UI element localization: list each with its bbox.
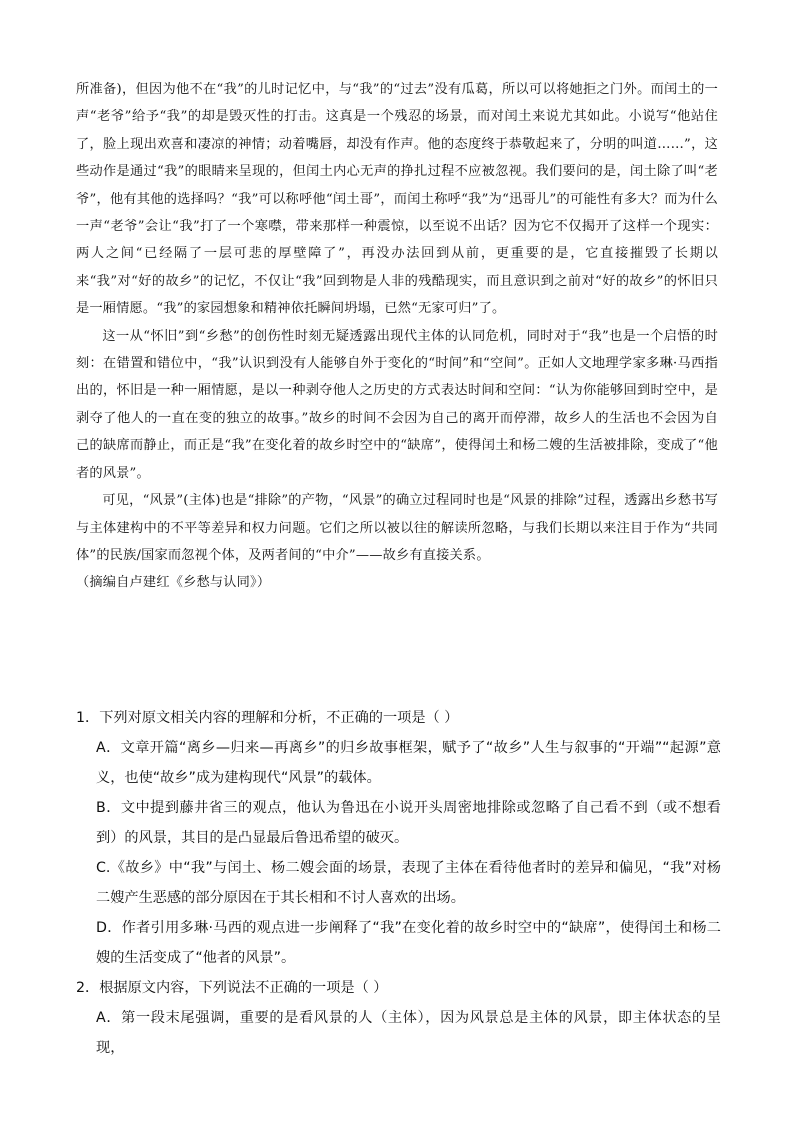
passage-source: （摘编自卢建红《乡愁与认同》） xyxy=(76,575,271,591)
option-b: B．文中提到藤井省三的观点，他认为鲁迅在小说开头周密地排除或忽略了自己看不到（或不想看到）的风景，其目的是凸显最后鲁迅希望的破灭。 xyxy=(96,800,721,846)
passage-paragraph-3: 可见，“风景”(主体)也是“排除”的产物，“风景”的确立过程同时也是“风景的排除”过程，透露出乡愁书写与主体建构中的不平等差异和权力问题。它们之所以被以往的解读所忽略，与我们长期以来注目于作为“共同体”的民族/国家而忽视个体，及两者间的“中介”——故乡有直接关系。 xyxy=(76,493,718,563)
passage-paragraph-1: 所准备)，但因为他不在“我”的儿时记忆中，与“我”的“过去”没有瓜葛，所以可以将她拒之门外。而闰土的一声“老爷”给予“我”的却是毁灭性的打击。这真是一个残忍的场景，而对闰土来说尤其如此。小说写“他站住了，脸上现出欢喜和凄凉的神情；动着嘴唇，却没有作声。他的态度终于恭敬起来了，分明的叫道……”，这些动作是通过“我”的眼睛来呈现的，但闰土内心无声的挣扎过程不应被忽视。我们要问的是，闰土除了叫“老爷”，他有其他的选择吗？“我”可以称呼他“闰土哥”，而闰土称呼“我”为“迅哥儿”的可能性有多大？而为什么一声“老爷”会让“我”打了一个寒噤，带来那样一种震惊，以至说不出话？因为它不仅揭开了这样一个现实：两人之间“已经隔了一层可悲的厚壁障了”，再没办法回到从前，更重要的是，它直接摧毁了长期以来“我”对“好的故乡”的记忆，不仅让“我”回到物是人非的残酷现实，而且意识到之前对“好的故乡”的怀旧只是一厢情愿。“我”的家园想象和精神依托瞬间坍塌，已然“无家可归”了。 xyxy=(76,82,718,317)
reading-passage xyxy=(76,76,718,597)
option-c: C.《故乡》中“我”与闰土、杨二嫂会面的场景，表现了主体在看待他者时的差异和偏见，“我”对杨二嫂产生恶感的部分原因在于其长相和不讨人喜欢的出场。 xyxy=(96,860,721,906)
question-1 xyxy=(76,703,721,973)
question-stem: 1．下列对原文相关内容的理解和分析，不正确的一项是（ ） xyxy=(76,710,459,726)
option-d: D．作者引用多琳·马西的观点进一步阐释了“我”在变化着的故乡时空中的“缺席”，使得闰土和杨二嫂的生活变成了“他者的风景”。 xyxy=(96,920,721,966)
question-stem: 2．根据原文内容，下列说法不正确的一项是（ ） xyxy=(76,980,388,996)
option-a: A．第一段末尾强调，重要的是看风景的人（主体），因为风景总是主体的风景，即主体状态的呈现， xyxy=(96,1010,721,1056)
passage-paragraph-2: 这一从“怀旧”到“乡愁”的创伤性时刻无疑透露出现代主体的认同危机，同时对于“我”也是一个启悟的时刻：在错置和错位中，“我”认识到没有人能够自外于变化的“时间”和“空间”。正如人文地理学家多琳·马西指出的，怀旧是一种一厢情愿，是以一种剥夺他人之历史的方式表达时间和空间：“认为你能够回到时空中，是剥夺了他人的一直在变的独立的故事。”故乡的时间不会因为自己的离开而停滞，故乡人的生活也不会因为自己的缺席而静止，而正是“我”在变化着的故乡时空中的“缺席”，使得闰土和杨二嫂的生活被排除，变成了“他者的风景”。 xyxy=(76,328,718,481)
option-a: A．文章开篇“离乡—归来—再离乡”的归乡故事框架，赋予了“故乡”人生与叙事的“开端”“起源”意义，也使“故乡”成为建构现代“风景”的载体。 xyxy=(96,740,721,786)
question-2 xyxy=(76,973,721,1063)
question-section xyxy=(76,703,721,1063)
